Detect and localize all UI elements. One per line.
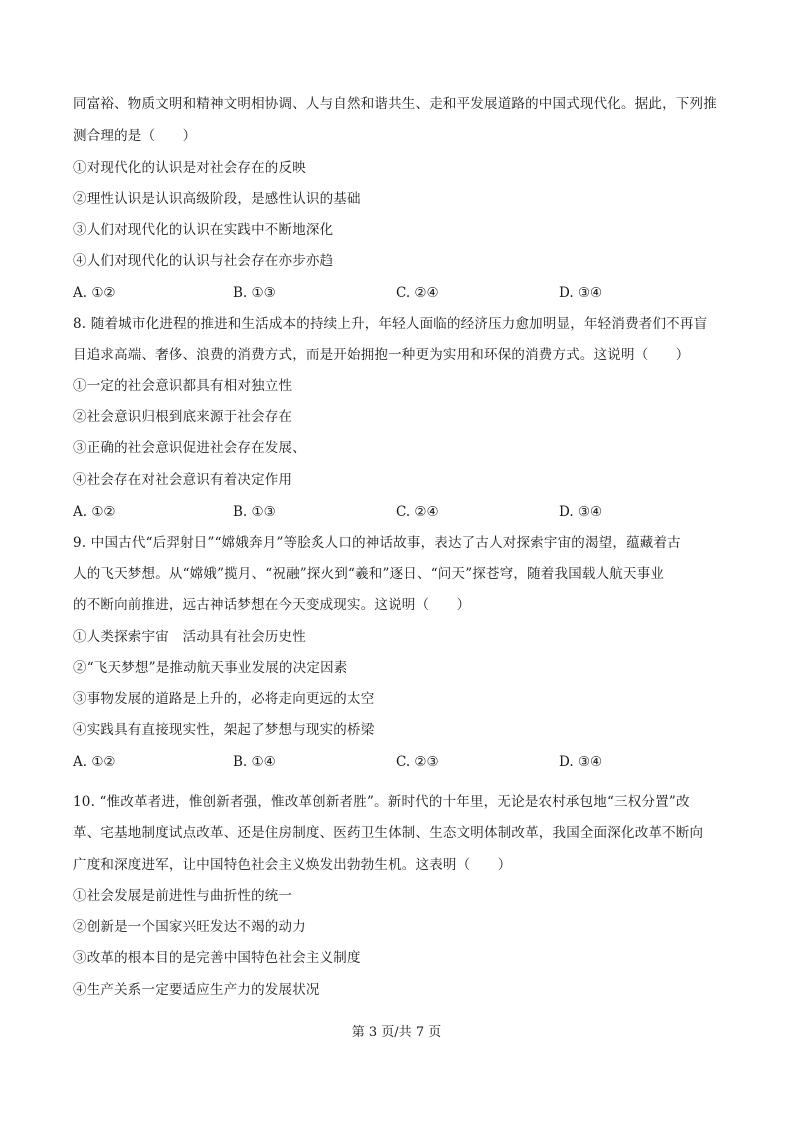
q7-stem-line-1: 同富裕、物质文明和精神文明相协调、人与自然和谐共生、走和平发展道路的中国式现代化。据此，下列推 — [73, 96, 717, 112]
q9-statement-4: ④实践具有直接现实性，架起了梦想与现实的桥梁 — [73, 722, 375, 738]
q7-option-d: D. ③④ — [559, 285, 603, 301]
q8-statement-1: ①一定的社会意识都具有相对独立性 — [73, 378, 293, 394]
q9-stem-line-2: 人的飞天梦想。从“嫦娥”揽月、“祝融”探火到“羲和”逐日、“问天”探苍穹，随着我国载人航天事业 — [73, 566, 665, 582]
q7-statement-1: ①对现代化的认识是对社会存在的反映 — [73, 160, 306, 176]
q8-option-b: B. ①③ — [233, 504, 276, 520]
q9-option-a: A. ①② — [73, 754, 116, 770]
page-footer: 第 3 页/共 7 页 — [351, 1025, 442, 1040]
q8-statement-4: ④社会存在对社会意识有着决定作用 — [73, 472, 293, 488]
q9-statement-2: ②“飞天梦想”是推动航天事业发展的决定因素 — [73, 660, 348, 676]
q9-stem-line-1: 9. 中国古代“后羿射日”“嫦娥奔月”等脍炙人口的神话故事，表达了古人对探索宇宙的渴望，蕴藏着古 — [73, 535, 681, 551]
q10-stem-line-1: 10. “惟改革者进，惟创新者强，惟改革创新者胜”。新时代的十年里，无论是农村承包地“三权分置”改 — [73, 794, 690, 810]
q10-stem-line-3: 广度和深度进军，让中国特色社会主义焕发出勃勃生机。这表明（ ） — [73, 857, 512, 873]
q7-statement-4: ④人们对现代化的认识与社会存在亦步亦趋 — [73, 253, 334, 269]
q7-option-c: C. ②④ — [396, 285, 439, 301]
q8-option-c: C. ②④ — [396, 504, 439, 520]
q7-stem-line-2: 测合理的是（ ） — [73, 128, 197, 144]
q9-option-b: B. ①④ — [233, 754, 276, 770]
q8-stem-line-2: 目追求高端、奢侈、浪费的消费方式，而是开始拥抱一种更为实用和环保的消费方式。这说明（ ） — [73, 347, 690, 363]
q9-statement-3: ③事物发展的道路是上升的，必将走向更远的太空 — [73, 691, 375, 707]
q7-statement-3: ③人们对现代化的认识在实践中不断地深化 — [73, 222, 334, 238]
q7-option-b: B. ①③ — [233, 285, 276, 301]
q7-option-a: A. ①② — [73, 285, 116, 301]
q9-stem-line-3: 的不断向前推进，远古神话梦想在今天变成现实。这说明（ ） — [73, 597, 471, 613]
q10-statement-1: ①社会发展是前进性与曲折性的统一 — [73, 888, 293, 904]
q8-stem-line-1: 8. 随着城市化进程的推进和生活成本的持续上升，年轻人面临的经济压力愈加明显，年轻消费者们不再盲 — [73, 316, 708, 332]
q9-option-d: D. ③④ — [559, 754, 603, 770]
q8-statement-3: ③正确的社会意识促进社会存在发展、 — [73, 440, 306, 456]
q9-statement-1: ①人类探索宇宙 活动具有社会历史性 — [73, 629, 306, 645]
q8-statement-2: ②社会意识归根到底来源于社会存在 — [73, 409, 293, 425]
q10-statement-4: ④生产关系一定要适应生产力的发展状况 — [73, 982, 320, 998]
q7-statement-2: ②理性认识是认识高级阶段，是感性认识的基础 — [73, 191, 361, 207]
q10-statement-2: ②创新是一个国家兴旺发达不竭的动力 — [73, 919, 306, 935]
q10-stem-line-2: 革、宅基地制度试点改革、还是住房制度、医药卫生体制、生态文明体制改革，我国全面深化改革不断向 — [73, 825, 704, 841]
q8-option-a: A. ①② — [73, 504, 116, 520]
q10-statement-3: ③改革的根本目的是完善中国特色社会主义制度 — [73, 950, 361, 966]
q8-option-d: D. ③④ — [559, 504, 603, 520]
q9-option-c: C. ②③ — [396, 754, 439, 770]
